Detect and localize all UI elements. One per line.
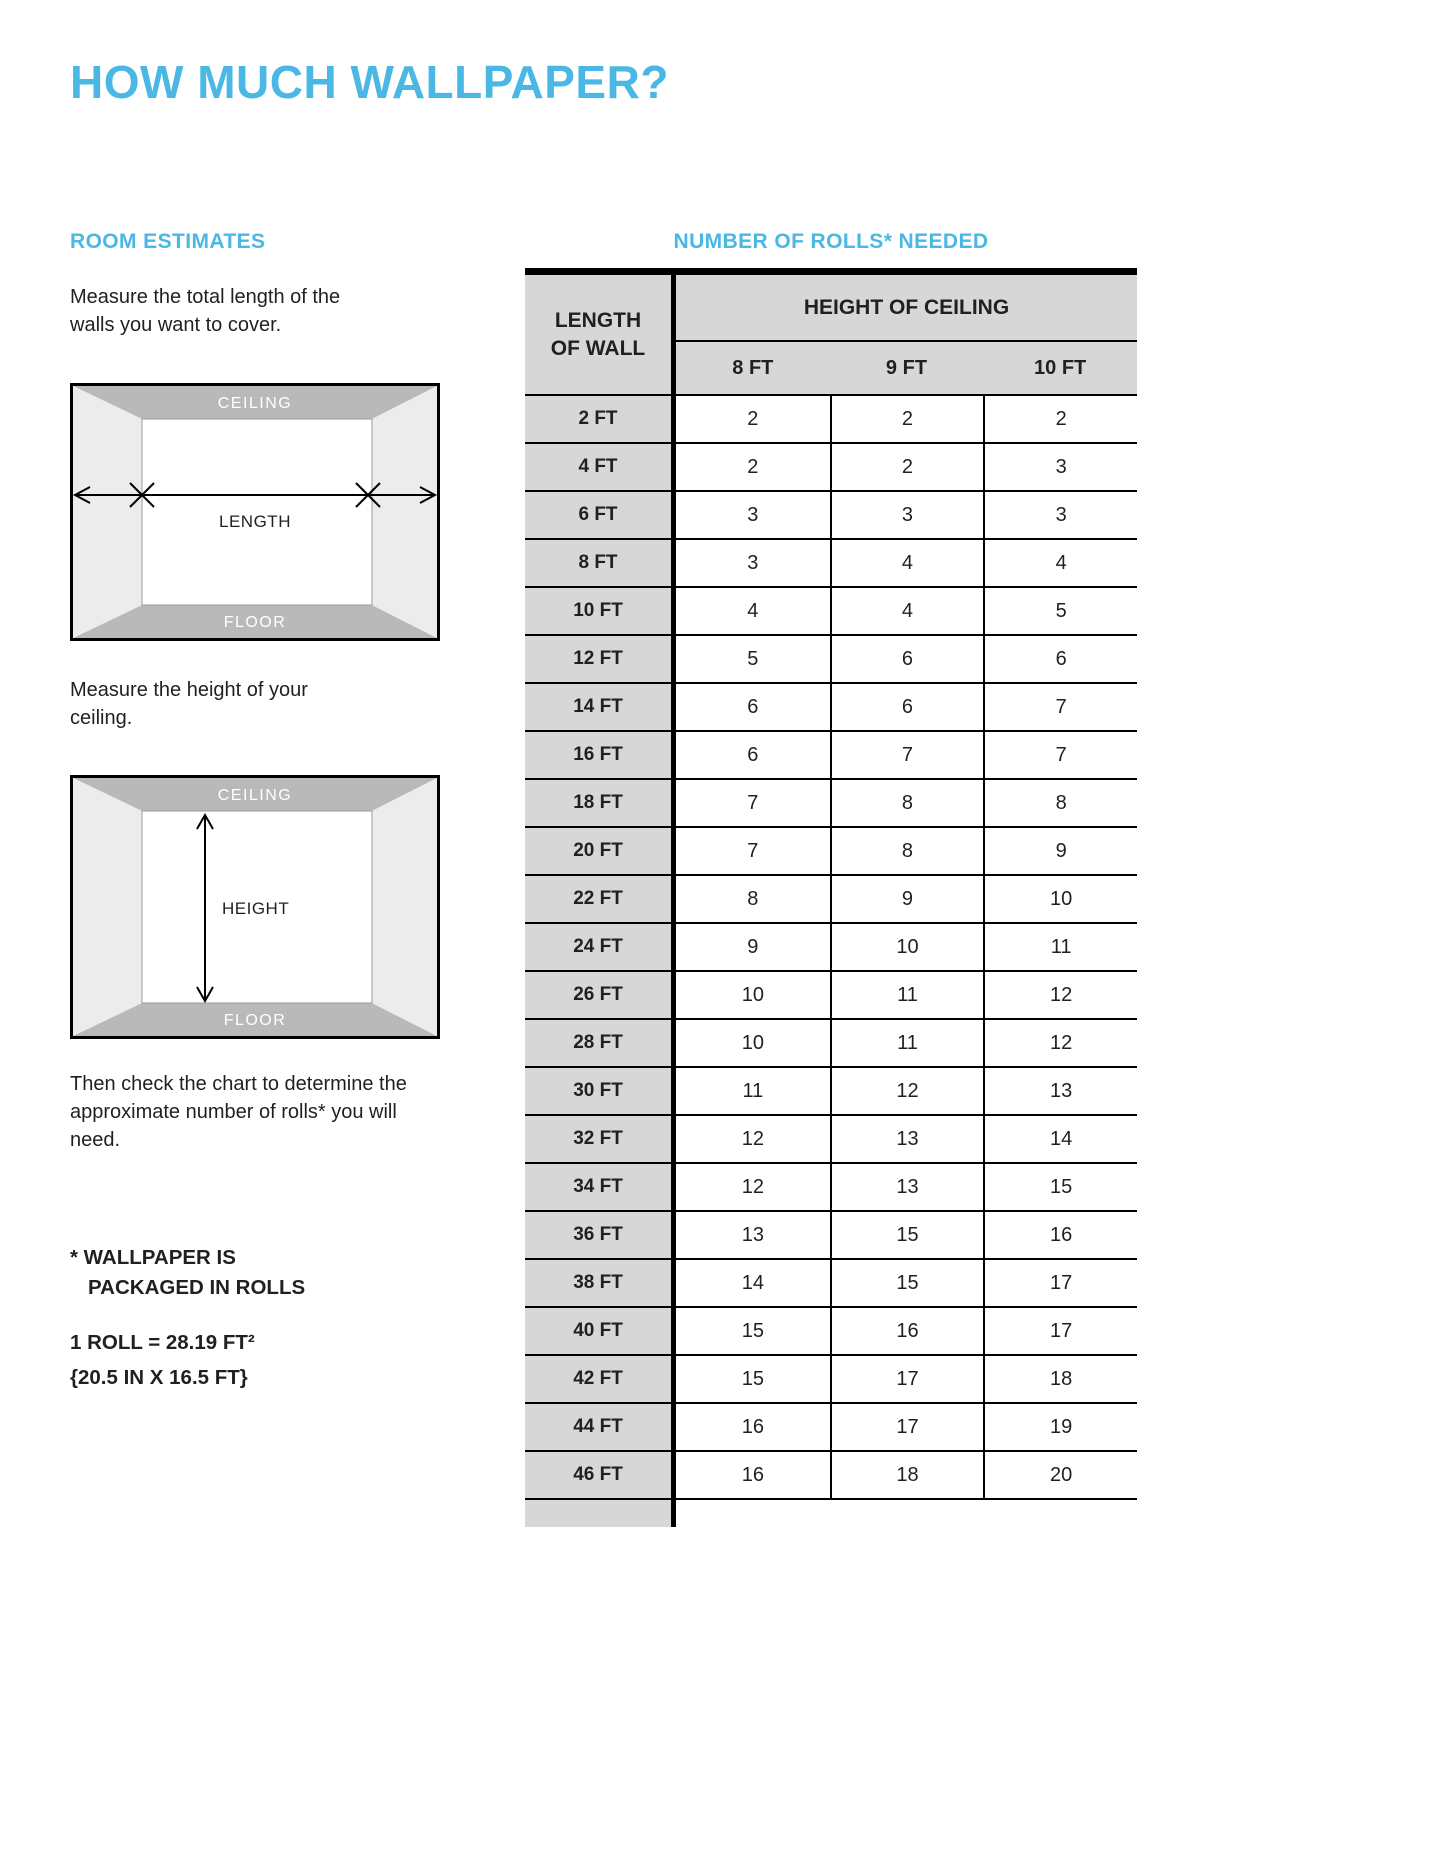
rolls-value-cell: 15 xyxy=(983,1162,1137,1210)
rolls-value-cell: 12 xyxy=(983,1018,1137,1066)
length-label: LENGTH xyxy=(219,512,291,531)
rolls-value-cell: 10 xyxy=(983,874,1137,922)
wall-length-cell: 38 FT xyxy=(525,1258,676,1306)
ceiling-8ft-header: 8 FT xyxy=(676,342,830,394)
rolls-value-cell: 4 xyxy=(830,538,984,586)
rolls-value-cell: 17 xyxy=(983,1306,1137,1354)
right-wall-face xyxy=(372,386,437,638)
footnote-line-2: PACKAGED IN ROLLS xyxy=(88,1275,306,1299)
rolls-value-cell: 2 xyxy=(676,394,830,442)
wallpaper-footnote xyxy=(70,1243,305,1302)
rolls-value-cell: 11 xyxy=(676,1066,830,1114)
rolls-value-cell: 20 xyxy=(983,1450,1137,1498)
wall-length-cell: 12 FT xyxy=(525,634,676,682)
rolls-value-cell: 11 xyxy=(830,970,984,1018)
rolls-value-cell: 13 xyxy=(676,1210,830,1258)
rolls-value-cell: 12 xyxy=(676,1114,830,1162)
page-title: HOW MUCH WALLPAPER? xyxy=(70,56,669,108)
rolls-value-cell: 9 xyxy=(676,922,830,970)
rolls-value-cell: 6 xyxy=(830,682,984,730)
rolls-value-cell: 16 xyxy=(676,1402,830,1450)
rolls-value-cell: 8 xyxy=(830,778,984,826)
rolls-value-cell: 16 xyxy=(983,1210,1137,1258)
table-footer-strip xyxy=(525,1500,676,1527)
rolls-value-cell: 15 xyxy=(830,1258,984,1306)
rolls-value-cell: 17 xyxy=(830,1402,984,1450)
length-diagram xyxy=(70,383,440,641)
left-wall-face xyxy=(73,778,142,1036)
rolls-value-cell: 2 xyxy=(830,394,984,442)
rolls-value-cell: 3 xyxy=(676,490,830,538)
wall-length-cell: 10 FT xyxy=(525,586,676,634)
floor-label: FLOOR xyxy=(223,1012,287,1029)
rolls-value-cell: 10 xyxy=(676,1018,830,1066)
wall-length-cell: 2 FT xyxy=(525,394,676,442)
rolls-value-cell: 15 xyxy=(830,1210,984,1258)
rolls-value-cell: 7 xyxy=(983,682,1137,730)
rolls-value-cell: 5 xyxy=(676,634,830,682)
wall-length-cell: 44 FT xyxy=(525,1402,676,1450)
roll-spec xyxy=(70,1326,255,1396)
rolls-value-cell: 5 xyxy=(983,586,1137,634)
wall-length-cell: 36 FT xyxy=(525,1210,676,1258)
wall-length-cell: 42 FT xyxy=(525,1354,676,1402)
rolls-value-cell: 8 xyxy=(983,778,1137,826)
rolls-value-cell: 2 xyxy=(983,394,1137,442)
rolls-value-cell: 15 xyxy=(676,1354,830,1402)
rolls-value-cell: 12 xyxy=(676,1162,830,1210)
instruction-measure-height: Measure the height of your ceiling. xyxy=(70,679,308,729)
rolls-value-cell: 11 xyxy=(830,1018,984,1066)
wall-length-cell: 24 FT xyxy=(525,922,676,970)
rolls-value-cell: 8 xyxy=(676,874,830,922)
rolls-value-cell: 6 xyxy=(676,730,830,778)
rolls-needed-heading: NUMBER OF ROLLS* NEEDED xyxy=(673,230,989,253)
rolls-value-cell: 13 xyxy=(983,1066,1137,1114)
room-estimates-heading: ROOM ESTIMATES xyxy=(70,230,266,253)
rolls-value-cell: 8 xyxy=(830,826,984,874)
wall-length-cell: 46 FT xyxy=(525,1450,676,1498)
rolls-table xyxy=(525,268,1137,1527)
rolls-value-cell: 7 xyxy=(830,730,984,778)
rolls-value-cell: 4 xyxy=(676,586,830,634)
wall-length-cell: 28 FT xyxy=(525,1018,676,1066)
rolls-value-cell: 12 xyxy=(830,1066,984,1114)
rolls-value-cell: 16 xyxy=(676,1450,830,1498)
rolls-value-cell: 7 xyxy=(983,730,1137,778)
wall-length-cell: 40 FT xyxy=(525,1306,676,1354)
rolls-value-cell: 6 xyxy=(676,682,830,730)
rolls-value-cell: 19 xyxy=(983,1402,1137,1450)
rolls-value-cell: 16 xyxy=(830,1306,984,1354)
rolls-value-cell: 18 xyxy=(830,1450,984,1498)
rolls-value-cell: 6 xyxy=(830,634,984,682)
footnote-line-1: * WALLPAPER IS xyxy=(70,1246,236,1269)
rolls-value-cell: 14 xyxy=(983,1114,1137,1162)
ceiling-label: CEILING xyxy=(217,787,293,804)
rolls-value-cell: 11 xyxy=(983,922,1137,970)
wall-length-cell: 14 FT xyxy=(525,682,676,730)
rolls-value-cell: 17 xyxy=(983,1258,1137,1306)
rolls-value-cell: 17 xyxy=(830,1354,984,1402)
left-wall-face xyxy=(73,386,142,638)
length-of-wall-header xyxy=(525,275,676,394)
rolls-value-cell: 4 xyxy=(830,586,984,634)
wall-length-cell: 30 FT xyxy=(525,1066,676,1114)
rolls-value-cell: 13 xyxy=(830,1162,984,1210)
rolls-value-cell: 10 xyxy=(830,922,984,970)
roll-spec-line-2: {20.5 IN X 16.5 FT} xyxy=(70,1365,248,1389)
rolls-value-cell: 3 xyxy=(676,538,830,586)
wall-length-cell: 26 FT xyxy=(525,970,676,1018)
wall-length-cell: 16 FT xyxy=(525,730,676,778)
wall-length-cell: 20 FT xyxy=(525,826,676,874)
height-label: HEIGHT xyxy=(222,899,290,918)
rolls-value-cell: 2 xyxy=(830,442,984,490)
instruction-measure-length: Measure the total length of the walls you want to cover. xyxy=(70,286,341,336)
rolls-value-cell: 3 xyxy=(983,490,1137,538)
rolls-value-cell: 13 xyxy=(830,1114,984,1162)
wall-length-cell: 34 FT xyxy=(525,1162,676,1210)
wall-length-cell: 8 FT xyxy=(525,538,676,586)
roll-spec-line-1: 1 ROLL = 28.19 FT² xyxy=(70,1331,255,1354)
rolls-value-cell: 6 xyxy=(983,634,1137,682)
floor-label: FLOOR xyxy=(223,614,287,631)
rolls-value-cell: 12 xyxy=(983,970,1137,1018)
rolls-value-cell: 7 xyxy=(676,826,830,874)
rolls-value-cell: 3 xyxy=(983,442,1137,490)
wall-length-cell: 32 FT xyxy=(525,1114,676,1162)
instruction-check-chart: Then check the chart to determine the approximate number of rolls* you will need. xyxy=(70,1073,407,1151)
wall-length-cell: 22 FT xyxy=(525,874,676,922)
height-of-ceiling-header: HEIGHT OF CEILING xyxy=(676,275,1137,342)
length-of-wall-header-text: LENGTH OF WALL xyxy=(550,309,646,360)
rolls-value-cell: 10 xyxy=(676,970,830,1018)
rolls-value-cell: 7 xyxy=(676,778,830,826)
rolls-value-cell: 9 xyxy=(983,826,1137,874)
right-wall-face xyxy=(372,778,437,1036)
rolls-value-cell: 18 xyxy=(983,1354,1137,1402)
rolls-value-cell: 4 xyxy=(983,538,1137,586)
ceiling-label: CEILING xyxy=(217,395,293,412)
rolls-value-cell: 14 xyxy=(676,1258,830,1306)
height-diagram xyxy=(70,775,440,1039)
ceiling-10ft-header: 10 FT xyxy=(983,342,1137,394)
rolls-value-cell: 15 xyxy=(676,1306,830,1354)
rolls-value-cell: 9 xyxy=(830,874,984,922)
ceiling-9ft-header: 9 FT xyxy=(830,342,984,394)
rolls-value-cell: 2 xyxy=(676,442,830,490)
wall-length-cell: 6 FT xyxy=(525,490,676,538)
rolls-value-cell: 3 xyxy=(830,490,984,538)
wall-length-cell: 4 FT xyxy=(525,442,676,490)
wall-length-cell: 18 FT xyxy=(525,778,676,826)
